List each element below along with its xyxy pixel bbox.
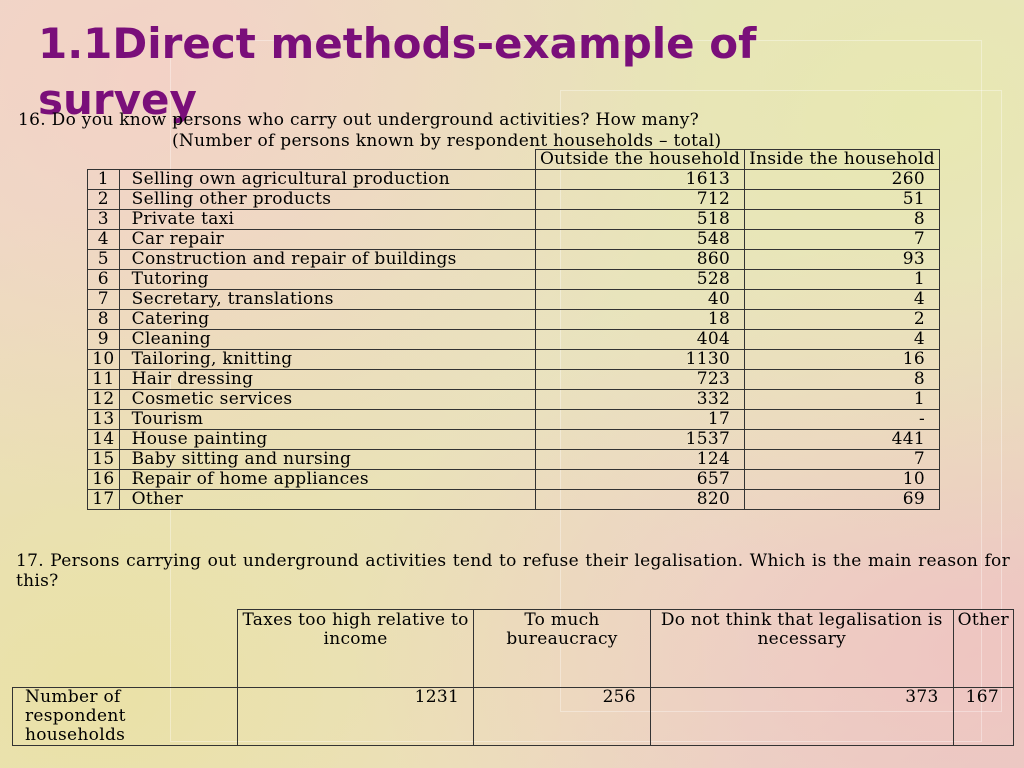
table-row bbox=[88, 370, 940, 390]
inside-value: 1 bbox=[745, 270, 940, 290]
table-header-row bbox=[13, 610, 1014, 688]
slide-title: 1.1Direct methods-example of survey bbox=[38, 19, 757, 124]
table-row bbox=[88, 430, 940, 450]
activity-name: Cosmetic services bbox=[119, 390, 535, 410]
activity-name: Catering bbox=[119, 310, 535, 330]
table-row bbox=[88, 170, 940, 190]
activity-name: Tailoring, knitting bbox=[119, 350, 535, 370]
inside-value: 69 bbox=[745, 490, 940, 510]
activity-name: Selling other products bbox=[119, 190, 535, 210]
header-taxes: Taxes too high relative to income bbox=[238, 610, 474, 688]
table-row bbox=[88, 210, 940, 230]
inside-value: 10 bbox=[745, 470, 940, 490]
activity-name: Secretary, translations bbox=[119, 290, 535, 310]
table-row bbox=[88, 330, 940, 350]
outside-value: 860 bbox=[535, 250, 744, 270]
outside-value: 518 bbox=[535, 210, 744, 230]
activity-name: Car repair bbox=[119, 230, 535, 250]
activity-name: Cleaning bbox=[119, 330, 535, 350]
activity-name: Baby sitting and nursing bbox=[119, 450, 535, 470]
inside-value: 2 bbox=[745, 310, 940, 330]
row-number: 6 bbox=[88, 270, 120, 290]
header-outside-household: Outside the household bbox=[535, 150, 744, 170]
outside-value: 657 bbox=[535, 470, 744, 490]
table-row bbox=[88, 190, 940, 210]
table-row bbox=[88, 410, 940, 430]
table-header-row bbox=[88, 150, 940, 170]
table-row bbox=[13, 688, 1014, 746]
activity-name: Repair of home appliances bbox=[119, 470, 535, 490]
inside-value: 7 bbox=[745, 450, 940, 470]
header-bureaucracy: To much bureaucracy bbox=[474, 610, 651, 688]
activity-name: Tutoring bbox=[119, 270, 535, 290]
outside-value: 124 bbox=[535, 450, 744, 470]
inside-value: 4 bbox=[745, 330, 940, 350]
question-16-subtitle: (Number of persons known by respondent households – total) bbox=[172, 131, 722, 151]
inside-value: 93 bbox=[745, 250, 940, 270]
value-not-necessary: 373 bbox=[650, 688, 953, 746]
table-row bbox=[88, 470, 940, 490]
inside-value: - bbox=[745, 410, 940, 430]
outside-value: 18 bbox=[535, 310, 744, 330]
header-other: Other bbox=[953, 610, 1013, 688]
table-row bbox=[88, 290, 940, 310]
outside-value: 332 bbox=[535, 390, 744, 410]
row-number: 17 bbox=[88, 490, 120, 510]
row-number: 7 bbox=[88, 290, 120, 310]
activities-table bbox=[87, 149, 940, 510]
header-inside-household: Inside the household bbox=[745, 150, 940, 170]
outside-value: 1537 bbox=[535, 430, 744, 450]
activity-name: Private taxi bbox=[119, 210, 535, 230]
table-row bbox=[88, 490, 940, 510]
inside-value: 4 bbox=[745, 290, 940, 310]
inside-value: 260 bbox=[745, 170, 940, 190]
value-bureaucracy: 256 bbox=[474, 688, 651, 746]
row-number: 13 bbox=[88, 410, 120, 430]
value-other: 167 bbox=[953, 688, 1013, 746]
outside-value: 1130 bbox=[535, 350, 744, 370]
activity-name: Construction and repair of buildings bbox=[119, 250, 535, 270]
question-17: 17. Persons carrying out underground activities tend to refuse their legalisation. Which is the main reason for this? bbox=[16, 551, 1010, 591]
row-number: 14 bbox=[88, 430, 120, 450]
row-number: 15 bbox=[88, 450, 120, 470]
outside-value: 40 bbox=[535, 290, 744, 310]
outside-value: 1613 bbox=[535, 170, 744, 190]
row-number: 1 bbox=[88, 170, 120, 190]
row-number: 16 bbox=[88, 470, 120, 490]
row-number: 9 bbox=[88, 330, 120, 350]
row-number: 3 bbox=[88, 210, 120, 230]
table-row bbox=[88, 230, 940, 250]
outside-value: 712 bbox=[535, 190, 744, 210]
row-number: 12 bbox=[88, 390, 120, 410]
value-taxes: 1231 bbox=[238, 688, 474, 746]
row-number: 5 bbox=[88, 250, 120, 270]
row-number: 2 bbox=[88, 190, 120, 210]
row-number: 10 bbox=[88, 350, 120, 370]
inside-value: 8 bbox=[745, 210, 940, 230]
inside-value: 1 bbox=[745, 390, 940, 410]
inside-value: 51 bbox=[745, 190, 940, 210]
inside-value: 7 bbox=[745, 230, 940, 250]
table-row bbox=[88, 350, 940, 370]
activity-name: Other bbox=[119, 490, 535, 510]
outside-value: 17 bbox=[535, 410, 744, 430]
outside-value: 723 bbox=[535, 370, 744, 390]
activity-name: Hair dressing bbox=[119, 370, 535, 390]
row-number: 8 bbox=[88, 310, 120, 330]
outside-value: 548 bbox=[535, 230, 744, 250]
outside-value: 528 bbox=[535, 270, 744, 290]
table-row bbox=[88, 450, 940, 470]
outside-value: 820 bbox=[535, 490, 744, 510]
activity-name: Tourism bbox=[119, 410, 535, 430]
table-row bbox=[88, 310, 940, 330]
inside-value: 441 bbox=[745, 430, 940, 450]
inside-value: 16 bbox=[745, 350, 940, 370]
header-not-necessary: Do not think that legalisation is necessary bbox=[650, 610, 953, 688]
outside-value: 404 bbox=[535, 330, 744, 350]
question-16: 16. Do you know persons who carry out underground activities? How many? bbox=[18, 110, 700, 130]
row-number: 11 bbox=[88, 370, 120, 390]
activity-name: House painting bbox=[119, 430, 535, 450]
inside-value: 8 bbox=[745, 370, 940, 390]
table-row bbox=[88, 390, 940, 410]
row-number: 4 bbox=[88, 230, 120, 250]
row-label: Number of respondent households bbox=[13, 688, 238, 746]
reasons-table bbox=[12, 609, 1014, 746]
activity-name: Selling own agricultural production bbox=[119, 170, 535, 190]
table-row bbox=[88, 250, 940, 270]
table-row bbox=[88, 270, 940, 290]
